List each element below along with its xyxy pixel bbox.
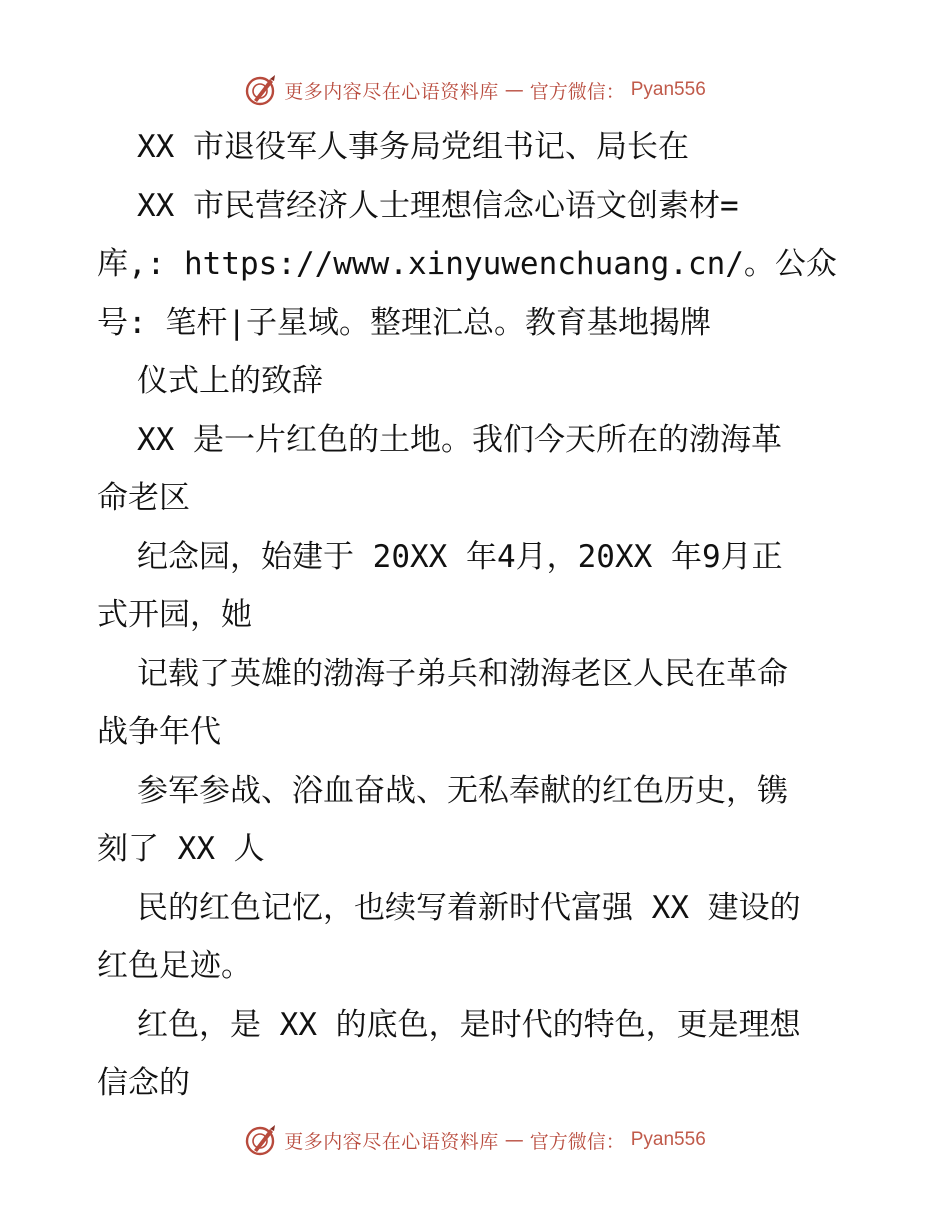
text-line: 民的红色记忆，也续写着新时代富强 XX 建设的 [137, 889, 801, 926]
text-line: 信念的 [97, 1065, 190, 1101]
footer-watermark [0, 1120, 950, 1160]
document-body [97, 118, 867, 1113]
watermark-contact-id: Pyan556 [630, 79, 706, 100]
watermark-contact-label: 官方微信： [529, 80, 625, 103]
quill-logo-icon [244, 1123, 278, 1157]
watermark-contact-id: Pyan556 [630, 1129, 706, 1150]
text-line: 号: 笔杆|子星域。整理汇总。教育基地揭牌 [97, 304, 711, 341]
text-line: 红色，是 XX 的底色，是时代的特色，更是理想 [137, 1006, 801, 1043]
text-line: 红色足迹。 [97, 948, 252, 984]
text-line: 命老区 [97, 480, 190, 516]
text-line: 战争年代 [97, 714, 221, 750]
watermark-text: 更多内容尽在心语资料库 [284, 1130, 499, 1153]
text-line: XX 市民营经济人士理想信念心语文创素材= [137, 187, 739, 224]
text-line: XX 是一片红色的土地。我们今天所在的渤海革 [137, 421, 782, 458]
text-line: 仪式上的致辞 [137, 363, 323, 399]
watermark-separator: — [504, 79, 524, 101]
text-line: XX 市退役军人事务局党组书记、局长在 [137, 129, 689, 165]
text-line: 库,: https://www.xinyuwenchuang.cn/。公众 [97, 246, 837, 282]
text-line: 参军参战、浴血奋战、无私奉献的红色历史，镌 [137, 772, 788, 809]
watermark-contact-label: 官方微信： [529, 1130, 625, 1153]
text-line: 记载了英雄的渤海子弟兵和渤海老区人民在革命 [137, 655, 788, 692]
text-line: 刻了 XX 人 [97, 831, 265, 867]
header-watermark [0, 70, 950, 110]
text-line: 纪念园，始建于 20XX 年4月，20XX 年9月正 [137, 538, 783, 575]
quill-logo-icon [244, 73, 278, 107]
watermark-text: 更多内容尽在心语资料库 [284, 80, 499, 103]
text-line: 式开园，她 [97, 597, 252, 633]
watermark-separator: — [504, 1129, 524, 1151]
